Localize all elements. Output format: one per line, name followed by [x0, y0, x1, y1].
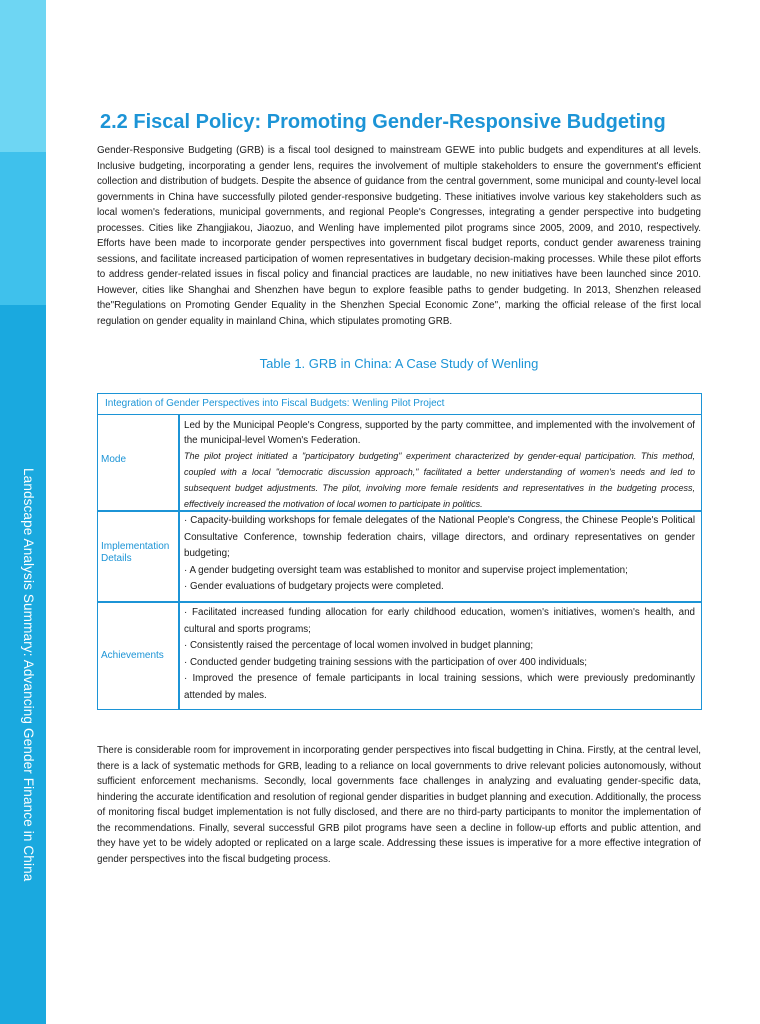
list-item: · Improved the presence of female participants in local training sessions, which were previously predominantly attended by males.	[184, 673, 695, 701]
table-header: Integration of Gender Perspectives into Fiscal Budgets: Wenling Pilot Project	[98, 394, 701, 415]
achievements-cell	[184, 605, 695, 704]
side-bar-segment-light	[0, 0, 46, 152]
mode-cell	[184, 419, 695, 512]
case-study-table	[97, 393, 702, 710]
list-item: · Gender evaluations of budgetary projects were completed.	[184, 581, 444, 592]
table-caption: Table 1. GRB in China: A Case Study of Wenling	[259, 356, 539, 371]
side-bar-segment-medium	[0, 152, 46, 305]
section-title: 2.2 Fiscal Policy: Promoting Gender-Responsive Budgeting	[100, 111, 666, 133]
list-item: · A gender budgeting oversight team was established to monitor and supervise project implementation;	[184, 564, 628, 576]
row-label-implementation: Implementation Details	[101, 541, 170, 564]
intro-paragraph: Gender-Responsive Budgeting (GRB) is a fiscal tool designed to mainstream GEWE into public budgets and expenditures at all levels. Inclusive budgeting, incorporating a gender lens, requires the involvement of multiple stakeholders to ensure the government's efficient collection and distribution of budgets. Despite the absence of guidance from the central government, some municipal and county-level local governments in China have successfully piloted gender-responsive budgeting. These initiatives involve various key stakeholders such as local women's federations, municipal governments, and regional People's Congresses, integrating a gender perspective into budgeting processes. Cities like Zhangjiakou, Jiaozuo, and Wenling have implemented pilot programs since 2005, 2009, and 2010, respectively. Efforts have been made to incorporate gender perspectives into government fiscal budget reports, conduct gender awareness training sessions, and facilitate increased participation of women representatives in budgetary decision-making processes. While these pilot efforts to address gender-related issues in fiscal policy and financial practices are laudable, no new initiatives have been launched since 2010. However, cities like Shanghai and Shenzhen have begun to explore feasible paths to gender budgeting. In 2013, Shenzhen released the"Regulations on Promoting Gender Equality in the Shenzhen Special Economic Zone", marking the official release of the first local regulation on gender equality in mainland China, which stipulates promoting GRB.	[97, 145, 701, 328]
column-divider	[178, 415, 180, 709]
list-item: · Facilitated increased funding allocation for early childhood education, women's initiatives, women's health, and cultural and sports programs;	[184, 607, 695, 635]
side-color-bar	[0, 0, 46, 1024]
row-divider	[98, 601, 701, 603]
list-item: · Consistently raised the percentage of local women involved in budget planning;	[184, 640, 534, 651]
mode-note: The pilot project initiated a "participatory budgeting" experiment characterized by gender-equal participation. This method, coupled with a local "democratic discussion approach," facilitated a better understanding of women's needs and led to subsequent budget adjustments. The pilot, involving more female residents and representatives in the budgeting process, effectively increased the motivation of local women to participate in politics.	[184, 451, 695, 509]
mode-description: Led by the Municipal People's Congress, supported by the party committee, and implemented with the involvement of the municipal-level Women's Federation.	[184, 420, 695, 446]
row-label-mode: Mode	[101, 454, 127, 465]
implementation-cell	[184, 513, 695, 596]
list-item: · Conducted gender budgeting training sessions with the participation of over 400 individuals;	[184, 656, 588, 668]
conclusion-paragraph: There is considerable room for improvement in incorporating gender perspectives into fiscal budgetting in China. Firstly, at the central level, there is a lack of systematic methods for GRB, leading to a reliance on local governments to drive relevant policies autonomously, without sufficient enforcement mechanisms. Secondly, local governments face challenges in analyzing and evaluating gender-specific data, hindering the accurate identification and resolution of regional gender disparities in budget planning and execution. Additionally, the process of monitoring fiscal budget implementation is not fully disclosed, and there are no third-party participants to monitor the implementation of the recommendations. Finally, several successful GRB pilot programs have seen a decline in follow-up efforts and public attention, and they have yet to be widely adopted or replicated on a large scale. Addressing these issues is imperative for a more effective integration of gender perspectives into the fiscal budgeting process.	[97, 745, 701, 865]
running-title: Landscape Analysis Summary: Advancing Gender Finance in China	[21, 468, 36, 882]
row-label-achievements: Achievements	[101, 650, 164, 661]
list-item: · Capacity-building workshops for female delegates of the National People's Congress, the Chinese People's Political Consultative Conference, township federation chairs, village directors, and ordinary representatives on gender budgeting;	[184, 515, 695, 559]
